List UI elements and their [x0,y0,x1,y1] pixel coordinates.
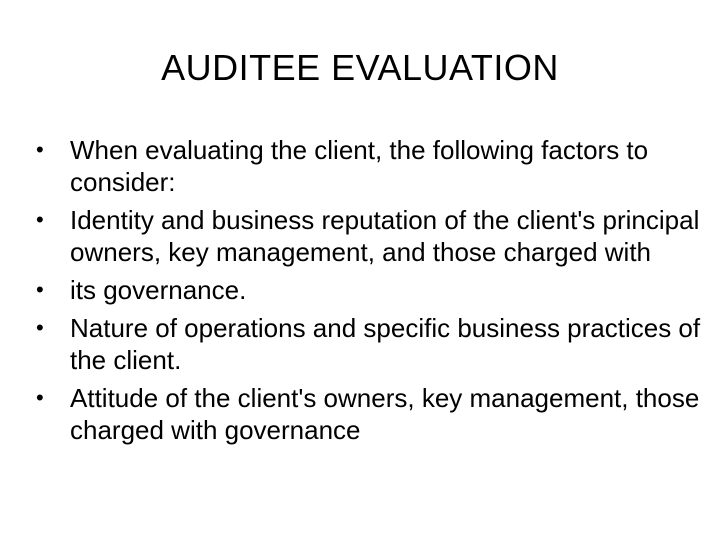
bullet-item [36,274,716,306]
bullet-icon: • [36,207,44,232]
bullet-text: When evaluating the client, the following factors to consider: [70,135,649,197]
bullet-text: Nature of operations and specific business practices of the client. [70,313,701,375]
bullet-item [36,382,716,446]
bullet-icon: • [36,137,44,162]
slide-title: AUDITEE EVALUATION [161,47,559,88]
bullet-text: its governance. [70,275,247,305]
bullet-item [36,312,716,376]
bullet-text: Attitude of the client's owners, key management, those charged with governance [70,383,700,445]
bullet-item [36,134,716,198]
bullet-text: Identity and business reputation of the client's principal owners, key management, and those charged with [70,205,700,267]
bullet-item [36,204,716,268]
bullet-icon: • [36,385,44,410]
bullet-icon: • [36,315,44,340]
bullet-list [36,134,716,452]
bullet-icon: • [36,277,44,302]
